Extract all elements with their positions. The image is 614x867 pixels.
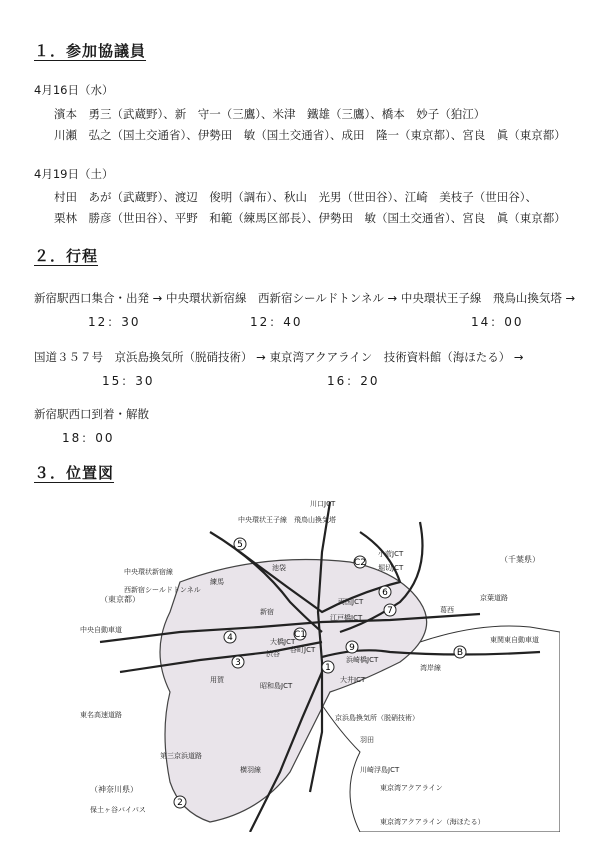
map-label-kanagawa: （神奈川県） (90, 785, 138, 794)
shield-b (454, 646, 466, 658)
map-label-horikiri: 堀切JCT (378, 564, 404, 572)
svg-text:1: 1 (325, 663, 331, 673)
shield-9 (346, 641, 358, 653)
map-label-yoga: 用賀 (210, 676, 224, 684)
shield-5 (234, 538, 246, 550)
time-1400: 14：00 (471, 315, 524, 329)
svg-text:5: 5 (237, 540, 243, 550)
shield-6 (379, 586, 391, 598)
map-label-ohashi: 大橋JCT (270, 638, 296, 646)
map-label-hodogaya: 保土ヶ谷バイパス (90, 806, 146, 814)
schedule-row3: 新宿駅西口到着・解散 (34, 407, 149, 421)
map-label-yokohane: 横羽線 (240, 766, 261, 774)
svg-text:3: 3 (235, 658, 241, 668)
shield-3 (232, 656, 244, 668)
shield-2 (174, 796, 186, 808)
map-label-wangan: 湾岸線 (420, 664, 441, 672)
date-day2: 4月19日（土） (34, 167, 114, 181)
time-1230: 12：30 (88, 315, 141, 329)
shield-7 (384, 604, 396, 616)
date-day1: 4月16日（水） (34, 83, 114, 97)
map-label-tokyo: （東京都） (100, 595, 140, 604)
map-label-kawasaki: 川崎浮島JCT (360, 766, 400, 774)
map-label-showajima: 昭和島JCT (260, 682, 293, 690)
members-day1-line1: 濱本 勇三（武蔵野）、新 守一（三鷹）、米津 鐵雄（三鷹）、橋本 妙子（狛江） (54, 107, 486, 121)
svg-text:2: 2 (177, 798, 183, 808)
map-label-tanimachi: 谷町JCT (290, 646, 316, 654)
members-day2-line1: 村田 あが（武蔵野）、渡辺 俊明（調布）、秋山 光男（世田谷）、江崎 美枝子（世田谷）、 (54, 190, 537, 204)
map-label-chuo: 中央自動車道 (80, 626, 122, 634)
map-label-edobashi: 江戸橋JCT (330, 614, 363, 622)
map-label-keiyo: 京葉道路 (480, 594, 508, 602)
shield-1 (322, 661, 334, 673)
time-1800: 18：00 (62, 431, 115, 445)
svg-text:9: 9 (349, 643, 355, 653)
time-1620: 16：20 (327, 374, 380, 388)
map-label-kosuge: 小菅JCT (378, 550, 404, 558)
svg-text:4: 4 (227, 633, 233, 643)
map-label-shinjuku-line: 中央環状新宿線 (124, 568, 173, 576)
location-map (60, 492, 560, 832)
time-1530: 15：30 (102, 374, 155, 388)
map-label-oji: 中央環状王子線 飛鳥山換気塔 (238, 516, 336, 524)
svg-text:6: 6 (382, 588, 388, 598)
schedule-row1: 新宿駅西口集合・出発 → 中央環状新宿線 西新宿シールドトンネル → 中央環状王子線 飛鳥山換気塔 → (34, 291, 576, 305)
svg-text:C2: C2 (353, 558, 367, 568)
shield-4 (224, 631, 236, 643)
section-title-location: ３．位置図 (34, 464, 115, 482)
members-day1-line2: 川瀬 弘之（国土交通省）、伊勢田 敏（国土交通省）、成田 隆一（東京都）、宮良 眞（東京都） (54, 128, 566, 142)
map-label-nerima: 練馬 (210, 578, 224, 586)
map-label-oi: 大井JCT (340, 676, 366, 684)
map-label-higashi-kanto: 東関東自動車道 (490, 636, 539, 644)
map-label-umihotaru: 東京湾アクアライン（海ほたる） (380, 818, 485, 826)
map-label-kawaguchi: 川口JCT (310, 500, 336, 508)
section-title-schedule: ２．行程 (34, 247, 99, 265)
map-label-tomei: 東名高速道路 (80, 711, 122, 719)
map-label-daisan: 第三京浜道路 (160, 752, 202, 760)
map-label-aqualine: 東京湾アクアライン (380, 784, 443, 792)
map-label-shield: 西新宿シールドトンネル (124, 586, 201, 594)
map-label-ryogoku: 両国JCT (338, 598, 364, 606)
map-label-shibuya: 渋谷 (266, 650, 280, 658)
shield-c1 (294, 628, 306, 640)
map-label-hamasaki: 浜崎橋JCT (346, 656, 379, 664)
map-label-keihin: 京浜島換気所（脱硝技術） (335, 714, 419, 722)
map-label-shinjuku: 新宿 (260, 608, 274, 616)
time-1240: 12：40 (250, 315, 303, 329)
map-label-chiba: （千葉県） (500, 555, 540, 564)
map-label-kasai: 葛西 (440, 606, 454, 614)
schedule-row2: 国道３５７号 京浜島換気所（脱硝技術） → 東京湾アクアライン 技術資料館（海ほたる） → (34, 350, 524, 364)
section-title-members: １．参加協議員 (34, 42, 147, 60)
map-label-ikebukuro: 池袋 (272, 564, 286, 572)
map-label-haneda: 羽田 (360, 736, 374, 744)
svg-text:B: B (456, 648, 464, 658)
svg-text:C1: C1 (293, 630, 307, 640)
shield-c2 (354, 556, 366, 568)
members-day2-line2: 栗林 勝彦（世田谷）、平野 和範（練馬区部長）、伊勢田 敏（国土交通省）、宮良 眞（東京都） (54, 211, 566, 225)
svg-text:7: 7 (387, 606, 393, 616)
